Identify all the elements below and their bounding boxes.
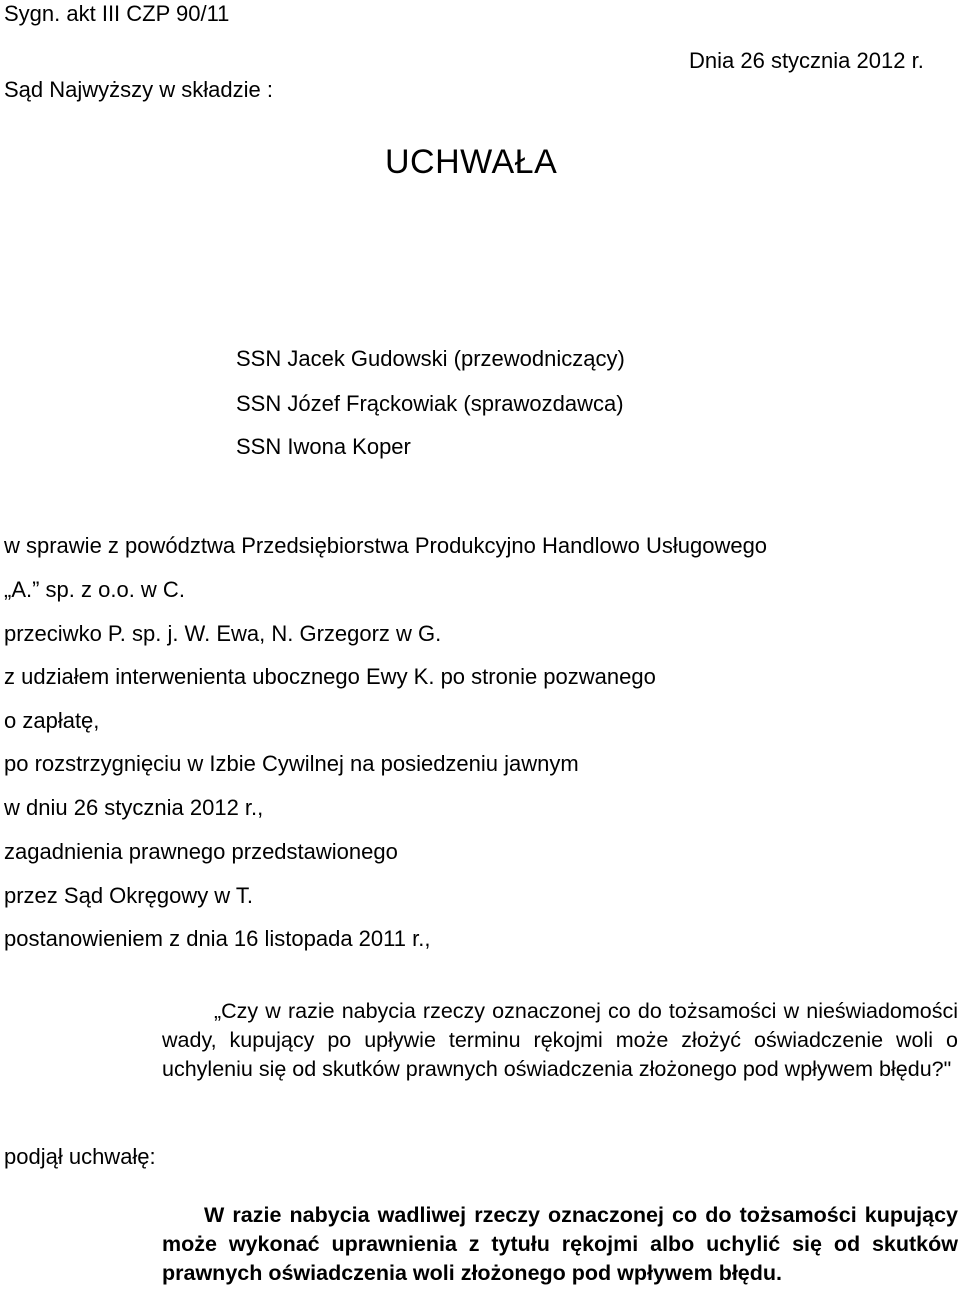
judge-item: SSN Iwona Koper <box>236 434 411 459</box>
resolution-label: podjął uchwałę: <box>4 1144 156 1169</box>
judge-item: SSN Jacek Gudowski (przewodniczący) <box>236 346 625 371</box>
case-line: w dniu 26 stycznia 2012 r., <box>4 795 264 820</box>
case-line: po rozstrzygnięciu w Izbie Cywilnej na posiedzeniu jawnym <box>4 751 579 776</box>
case-line: przeciwko P. sp. j. W. Ewa, N. Grzegorz w G. <box>4 621 442 646</box>
case-line: z udziałem interwenienta ubocznego Ewy K. po stronie pozwanego <box>4 664 656 689</box>
case-line: zagadnienia prawnego przedstawionego <box>4 839 398 864</box>
document-date: Dnia 26 stycznia 2012 r. <box>689 48 924 73</box>
case-signature: Sygn. akt III CZP 90/11 <box>4 1 230 26</box>
case-line: postanowieniem z dnia 16 listopada 2011 r., <box>4 926 431 951</box>
case-line: o zapłatę, <box>4 708 100 733</box>
legal-question: „Czy w razie nabycia rzeczy oznaczonej co do tożsamości w nieświadomości wady, kupujący po upływie terminu rękojmi może złożyć oświadczenie woli o uchyleniu się od skutków prawnych oświadczenia złożonego pod wpływem błędu?" <box>162 999 958 1081</box>
court-intro: Sąd Najwyższy w składzie : <box>4 77 273 102</box>
case-line: „A.” sp. z o.o. w C. <box>4 577 185 602</box>
case-line: przez Sąd Okręgowy w T. <box>4 883 254 908</box>
page-title: UCHWAŁA <box>385 143 558 181</box>
case-line: w sprawie z powództwa Przedsiębiorstwa Produkcyjno Handlowo Usługowego <box>4 533 768 558</box>
resolution-text: W razie nabycia wadliwej rzeczy oznaczonej co do tożsamości kupujący może wykonać uprawnienia z tytułu rękojmi albo uchylić się od skutków prawnych oświadczenia woli złożonego pod wpływem błędu. <box>162 1203 958 1285</box>
judge-item: SSN Józef Frąckowiak (sprawozdawca) <box>236 391 624 416</box>
